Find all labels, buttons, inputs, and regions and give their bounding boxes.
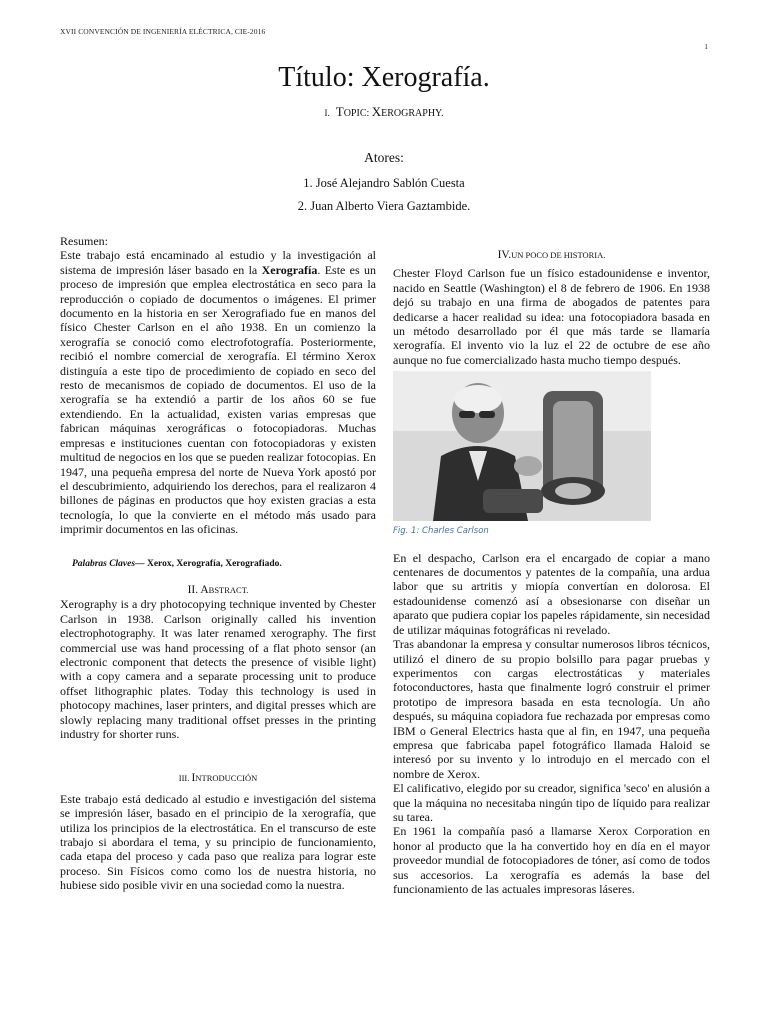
historia-title: UN POCO DE HISTORIA. <box>511 250 606 260</box>
historia-paragraph-2: En el despacho, Carlson era el encargado de copiar a mano centenares de documentos y patentes de la compañía, una ardua labor que su artritis y miopía convertían en dolorosa. El estadounidense comenzó así a obsesionarse con diseñar un aparato que pudiera copiar los papeles rápidamente, sin necesidad de utilizar máquinas fotográficas ni revelado. <box>393 550 710 637</box>
keywords-dash: — <box>135 558 145 569</box>
carlson-photo-illustration <box>393 371 651 521</box>
page-number: 1 <box>704 42 708 51</box>
introduccion-heading <box>60 771 376 785</box>
introduccion-text: Este trabajo está dedicado al estudio e investigación del sistema se impresión láser, basado en el principio de la xerografía, que utiliza los principios de la electrostática. En el transcurso de este trabajo si abordara el tema, y su principio de funcionamiento, cada etapa del proceso y cada paso que realiza para lograr este proceso. Sin Físicos como como los de nuestra historia, no hubiese sido posible vivir en una sociedad como la nuestra. <box>60 791 376 893</box>
carlson-photo <box>393 371 651 521</box>
resumen-text-after: . Este es un proceso de impresión que emplea electrostática en seco para la reproducción o copiado de documentos o imágenes. El primer documento en la historia en ser Xerografiado fue en manos del físico Chester Carlson en el año 1938. En un comienzo la xerografía se conoció como electrofotografía. Posteriormente, recibió el nombre comercial de xerografía. El término Xerox distinguía a este tipo de procedimiento de copiado en seco del resto de mecanismos de copiado de documentos. El uso de la xerografía se ha extendió a partir de los años 60 se fue extendiendo. En la actualidad, existen varias empresas que fabrican máquinas xerográficas o fotocopiadoras. Muchas empresas e instituciones cuentan con fotocopiadoras y existen multitud de negocios en los que se pueden realizar fotocopias. En 1947, una pequeña empresa del norte de Nueva York apostó por el descubrimiento, adquiriendo los derechos, para el realizaron 4 billones de páginas en productos que hoy existen gracias a esta tecnología, lo que la convierte en el método más usado para imprimir documentos en las oficinas. <box>60 262 377 537</box>
topic-x-rest: EROGRAPHY. <box>381 108 444 119</box>
topic-t-rest: OPIC: <box>343 108 372 119</box>
author-1: 1. José Alejandro Sablón Cuesta <box>303 176 465 190</box>
left-column <box>60 234 376 893</box>
introduccion-cap: I <box>191 772 196 785</box>
abstract-cap: A <box>200 583 209 596</box>
historia-paragraph-1: Chester Floyd Carlson fue un físico estadounidense e inventor, nacido en Seattle (Washington) el 8 de febrero de 1906. En 1938 dejó su trabajo en una firma de abogados de patentes para dedicarse a hacer realidad su idea: una fotocopiadora basada en un método desarrollado por él que más tarde se llamaría xerografía. El invento vio la luz el 22 de octubre de ese año aunque no fue comercializado hasta mucho tiempo después. <box>393 266 710 367</box>
historia-paragraph-5: En 1961 la compañía pasó a llamarse Xerox Corporation en honor al producto que la ha convertido hoy en día en el mayor proveedor mundial de fotocopiadores de tóner, así como de todos sus accesorios. La xerografía es además la base del funcionamiento de las actuales impresoras láseres. <box>393 824 710 896</box>
author-2: 2. Juan Alberto Viera Gaztambide. <box>297 199 471 213</box>
right-column <box>393 248 710 896</box>
historia-paragraph-4: El calificativo, elegido por su creador, significa 'seco' en alusión a que la máquina no necesitaba ningún tipo de líquido para realizar su tarea. <box>393 781 710 824</box>
authors-heading: Atores: <box>364 150 404 165</box>
resumen-text-before: Este trabajo está encaminado al estudio y la investigación al sistema de impresión láser basado en la <box>60 248 376 277</box>
paper-title: Título: Xerografía. <box>278 62 490 93</box>
resumen-bold-term: Xerografía <box>261 262 318 277</box>
topic-t-cap: T <box>335 104 344 119</box>
keywords-label: Palabras Claves <box>72 558 136 569</box>
abstract-text: Xerography is a dry photocopying technique invented by Chester Carlson in 1938. Carlson originally called his invention electrophotography. It was later renamed xerography. The first commercial use was hand processing of a flat photo sensor (an electronic component that detects the presence of visible light) with a copy camera and a separate processing unit to produce offset lithographic plates. Today this technology is used in photocopy machines, laser printers, and digital presses which are slowly replacing many traditional offset presses in the printing industry for shorter runs. <box>60 597 376 741</box>
introduccion-numeral: III. <box>178 773 192 784</box>
keywords-text: Xerox, Xerografía, Xerografiado. <box>144 558 282 569</box>
abstract-heading <box>60 583 376 597</box>
topic-x-cap: X <box>371 104 382 119</box>
resumen-label: Resumen: <box>60 234 108 248</box>
abstract-numeral: II. <box>187 583 201 596</box>
historia-paragraph-3: Tras abandonar la empresa y consultar numerosos libros técnicos, utilizó el dinero de su propio bolsillo para pagar pruebas y experimentos con cargas electrostáticas y materiales fotoconductores, hasta que finalmente logró construir el primer prototipo de impresora basada en esta tecnología. Un año después, su máquina copiadora fue rechazada por empresas como IBM o General Electrics hasta que al fin, en 1947, una pequeña empresa que fabricaba papel fotográfico llamada Haloid se interesó por su invento y lo introdujo en el mercado con el nombre de Xerox. <box>393 637 710 781</box>
topic-numeral: I. <box>324 108 330 118</box>
topic-heading <box>0 104 768 120</box>
introduccion-rest: NTRODUCCIÓN <box>195 773 258 784</box>
historia-numeral: IV. <box>497 249 512 261</box>
abstract-rest: BSTRACT. <box>208 584 249 595</box>
historia-heading <box>393 248 710 262</box>
running-header: XVII CONVENCIÓN DE INGENIERÍA ELÉCTRICA, CIE-2016 <box>60 27 266 36</box>
keywords <box>60 557 376 571</box>
resumen-text <box>60 248 376 536</box>
figure-caption: Fig. 1: Charles Carlson <box>393 526 489 537</box>
